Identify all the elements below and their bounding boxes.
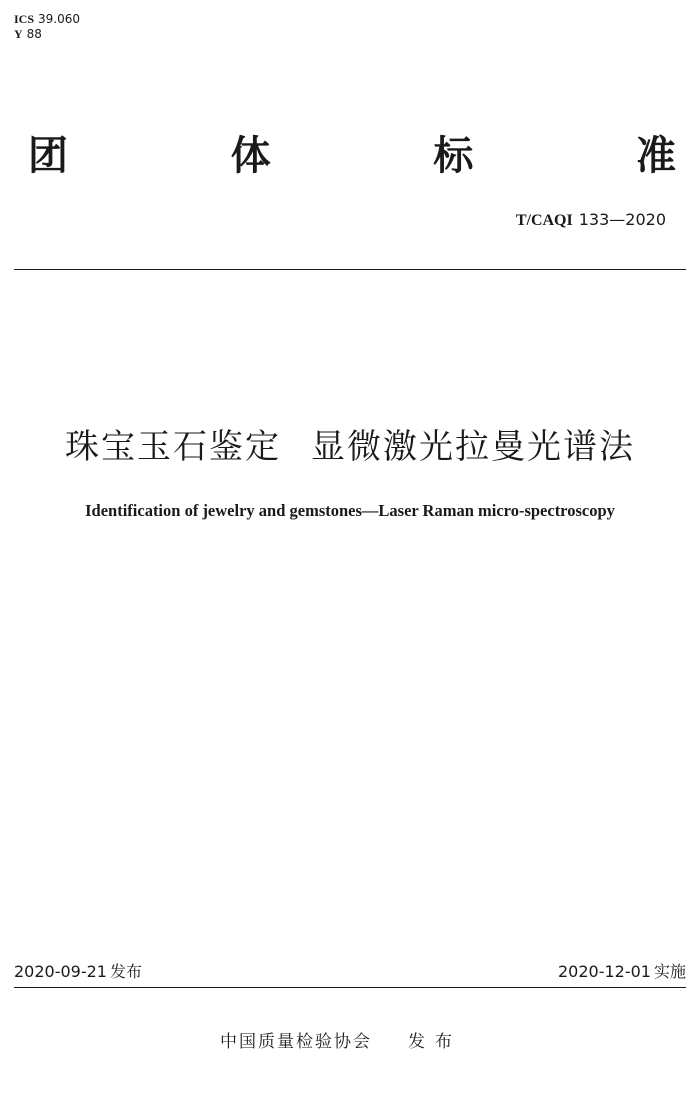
standard-number-prefix: T/CAQI bbox=[515, 212, 573, 229]
standard-type-char: 标 bbox=[433, 133, 474, 179]
implement-date-value: 2020-12-01 bbox=[558, 962, 651, 981]
publish-date bbox=[14, 962, 142, 982]
publish-date-label: 发布 bbox=[109, 962, 142, 981]
title-chinese bbox=[0, 424, 700, 470]
bottom-divider bbox=[14, 987, 686, 988]
ccs-code bbox=[14, 28, 42, 41]
implement-date bbox=[558, 962, 686, 982]
ics-label: ICS bbox=[14, 12, 35, 26]
standard-type-heading bbox=[28, 132, 676, 180]
publisher bbox=[220, 1030, 462, 1054]
top-divider bbox=[14, 269, 686, 270]
ccs-value: 88 bbox=[26, 27, 42, 41]
publish-date-value: 2020-09-21 bbox=[14, 962, 107, 981]
standard-type-char: 团 bbox=[28, 133, 68, 179]
standard-type-char: 准 bbox=[635, 133, 676, 179]
ics-value: 39.060 bbox=[38, 12, 81, 26]
title-english: Identification of jewelry and gemstones—Laser Raman micro-spectroscopy bbox=[85, 501, 615, 520]
standard-number bbox=[516, 210, 666, 230]
implement-date-label: 实施 bbox=[653, 962, 686, 981]
standard-type-char: 体 bbox=[230, 133, 271, 179]
title-chinese-part1: 珠宝玉石鉴定 bbox=[65, 427, 281, 467]
standard-number-value: 133—2020 bbox=[578, 210, 666, 229]
title-chinese-part2: 显微激光拉曼光谱法 bbox=[311, 427, 635, 467]
publisher-name: 中国质量检验协会 bbox=[220, 1032, 372, 1052]
ccs-label: Y bbox=[14, 27, 23, 41]
ics-code bbox=[14, 13, 80, 26]
publisher-action: 发布 bbox=[408, 1032, 462, 1052]
